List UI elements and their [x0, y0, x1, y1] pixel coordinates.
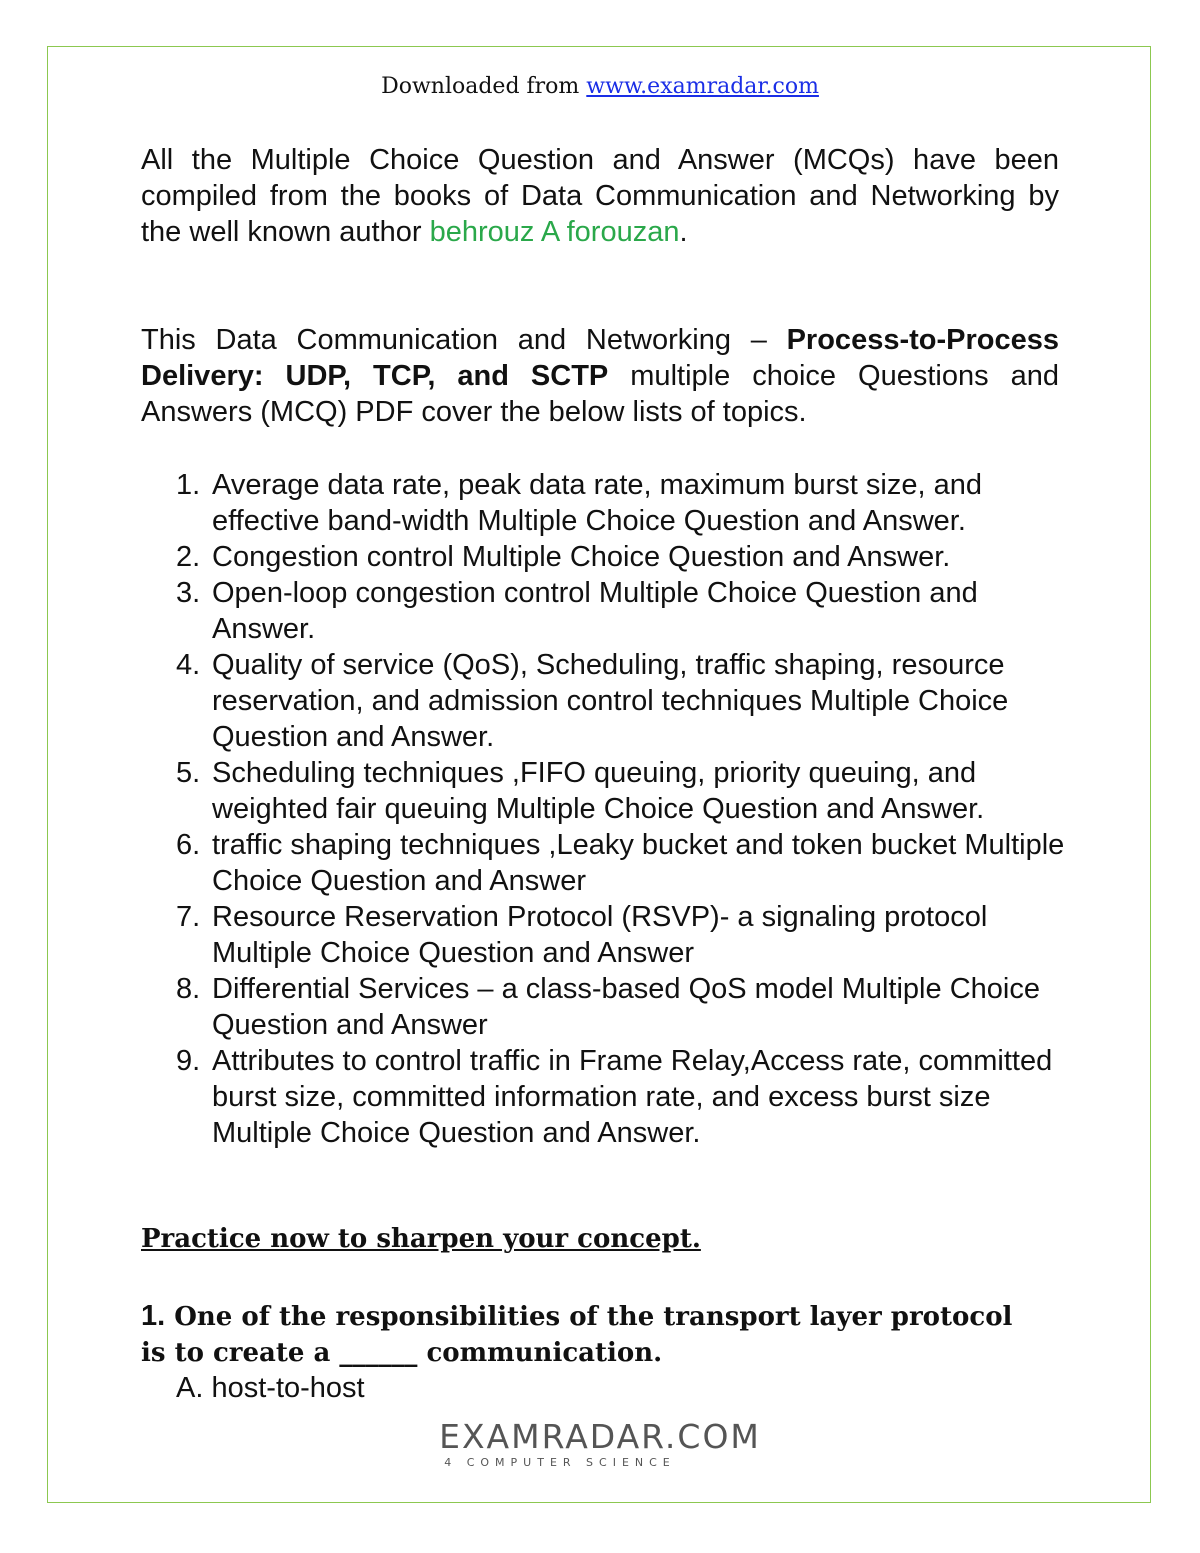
topics-list	[176, 467, 1066, 1151]
option-text: host-to-host	[211, 1372, 365, 1404]
list-item-text: Differential Services – a class-based QoS model Multiple Choice Question and Answer	[212, 973, 1040, 1041]
list-item-number: 1.	[176, 469, 201, 501]
header-prefix: Downloaded from	[381, 74, 580, 99]
list-item-number: 8.	[176, 973, 201, 1005]
list-item-text: Congestion control Multiple Choice Question and Answer.	[212, 541, 951, 573]
question-number: 1.	[141, 1300, 166, 1332]
list-item	[176, 971, 1066, 1043]
list-item-text: Attributes to control traffic in Frame Relay,Access rate, committed burst size, committed information rate, and excess burst size Multiple Choice Question and Answer.	[212, 1045, 1053, 1149]
list-item-number: 6.	[176, 829, 201, 861]
topics-intro-tail: multiple choice Questions and Answers (MCQ) PDF cover the below lists of topics.	[141, 360, 1059, 428]
intro-text: All the Multiple Choice Question and Answer (MCQs) have been compiled from the books of Data Communication and Networking by the well known author	[141, 144, 1059, 248]
list-item-number: 4.	[176, 649, 201, 681]
question-text: One of the responsibilities of the transport layer protocol is to create a ______ communication.	[141, 1302, 1013, 1368]
examradar-logo	[0, 1418, 1200, 1470]
list-item-number: 2.	[176, 541, 201, 573]
list-item-number: 3.	[176, 577, 201, 609]
logo-wordmark: EXAMRADAR.COM	[439, 1417, 761, 1456]
list-item	[176, 467, 1066, 539]
topics-intro-bold: Process-to-Process Delivery: UDP, TCP, and SCTP	[141, 324, 1059, 392]
intro-paragraph	[141, 142, 1059, 250]
list-item	[176, 755, 1066, 827]
list-item	[176, 899, 1066, 971]
list-item-text: traffic shaping techniques ,Leaky bucket and token bucket Multiple Choice Question and Answer	[212, 829, 1065, 897]
list-item-text: Open-loop congestion control Multiple Choice Question and Answer.	[212, 577, 978, 645]
list-item-number: 9.	[176, 1045, 201, 1077]
practice-heading: Practice now to sharpen your concept.	[141, 1224, 701, 1254]
list-item	[176, 575, 1066, 647]
examradar-link[interactable]: www.examradar.com	[586, 74, 819, 99]
topics-intro-paragraph	[141, 322, 1059, 430]
download-header	[0, 74, 1200, 99]
list-item	[176, 827, 1066, 899]
list-item-number: 5.	[176, 757, 201, 789]
list-item-number: 7.	[176, 901, 201, 933]
list-item-text: Resource Reservation Protocol (RSVP)- a signaling protocol Multiple Choice Question and Answer	[212, 901, 988, 969]
logo-tagline: 4 COMPUTER SCIENCE	[444, 1456, 676, 1469]
list-item	[176, 1043, 1066, 1151]
option-label: A.	[176, 1372, 204, 1404]
list-item	[176, 647, 1066, 755]
topics-intro-lead: This Data Communication and Networking –	[141, 324, 787, 356]
list-item-text: Scheduling techniques ,FIFO queuing, priority queuing, and weighted fair queuing Multiple Choice Question and Answer.	[212, 757, 985, 825]
list-item	[176, 539, 1066, 575]
option-a	[176, 1370, 365, 1406]
list-item-text: Quality of service (QoS), Scheduling, traffic shaping, resource reservation, and admission control techniques Multiple Choice Question and Answer.	[212, 649, 1009, 753]
list-item-text: Average data rate, peak data rate, maximum burst size, and effective band-width Multiple Choice Question and Answer.	[212, 469, 982, 537]
author-name: behrouz A forouzan	[429, 216, 680, 248]
intro-end: .	[679, 216, 688, 248]
question-1	[141, 1298, 1041, 1371]
